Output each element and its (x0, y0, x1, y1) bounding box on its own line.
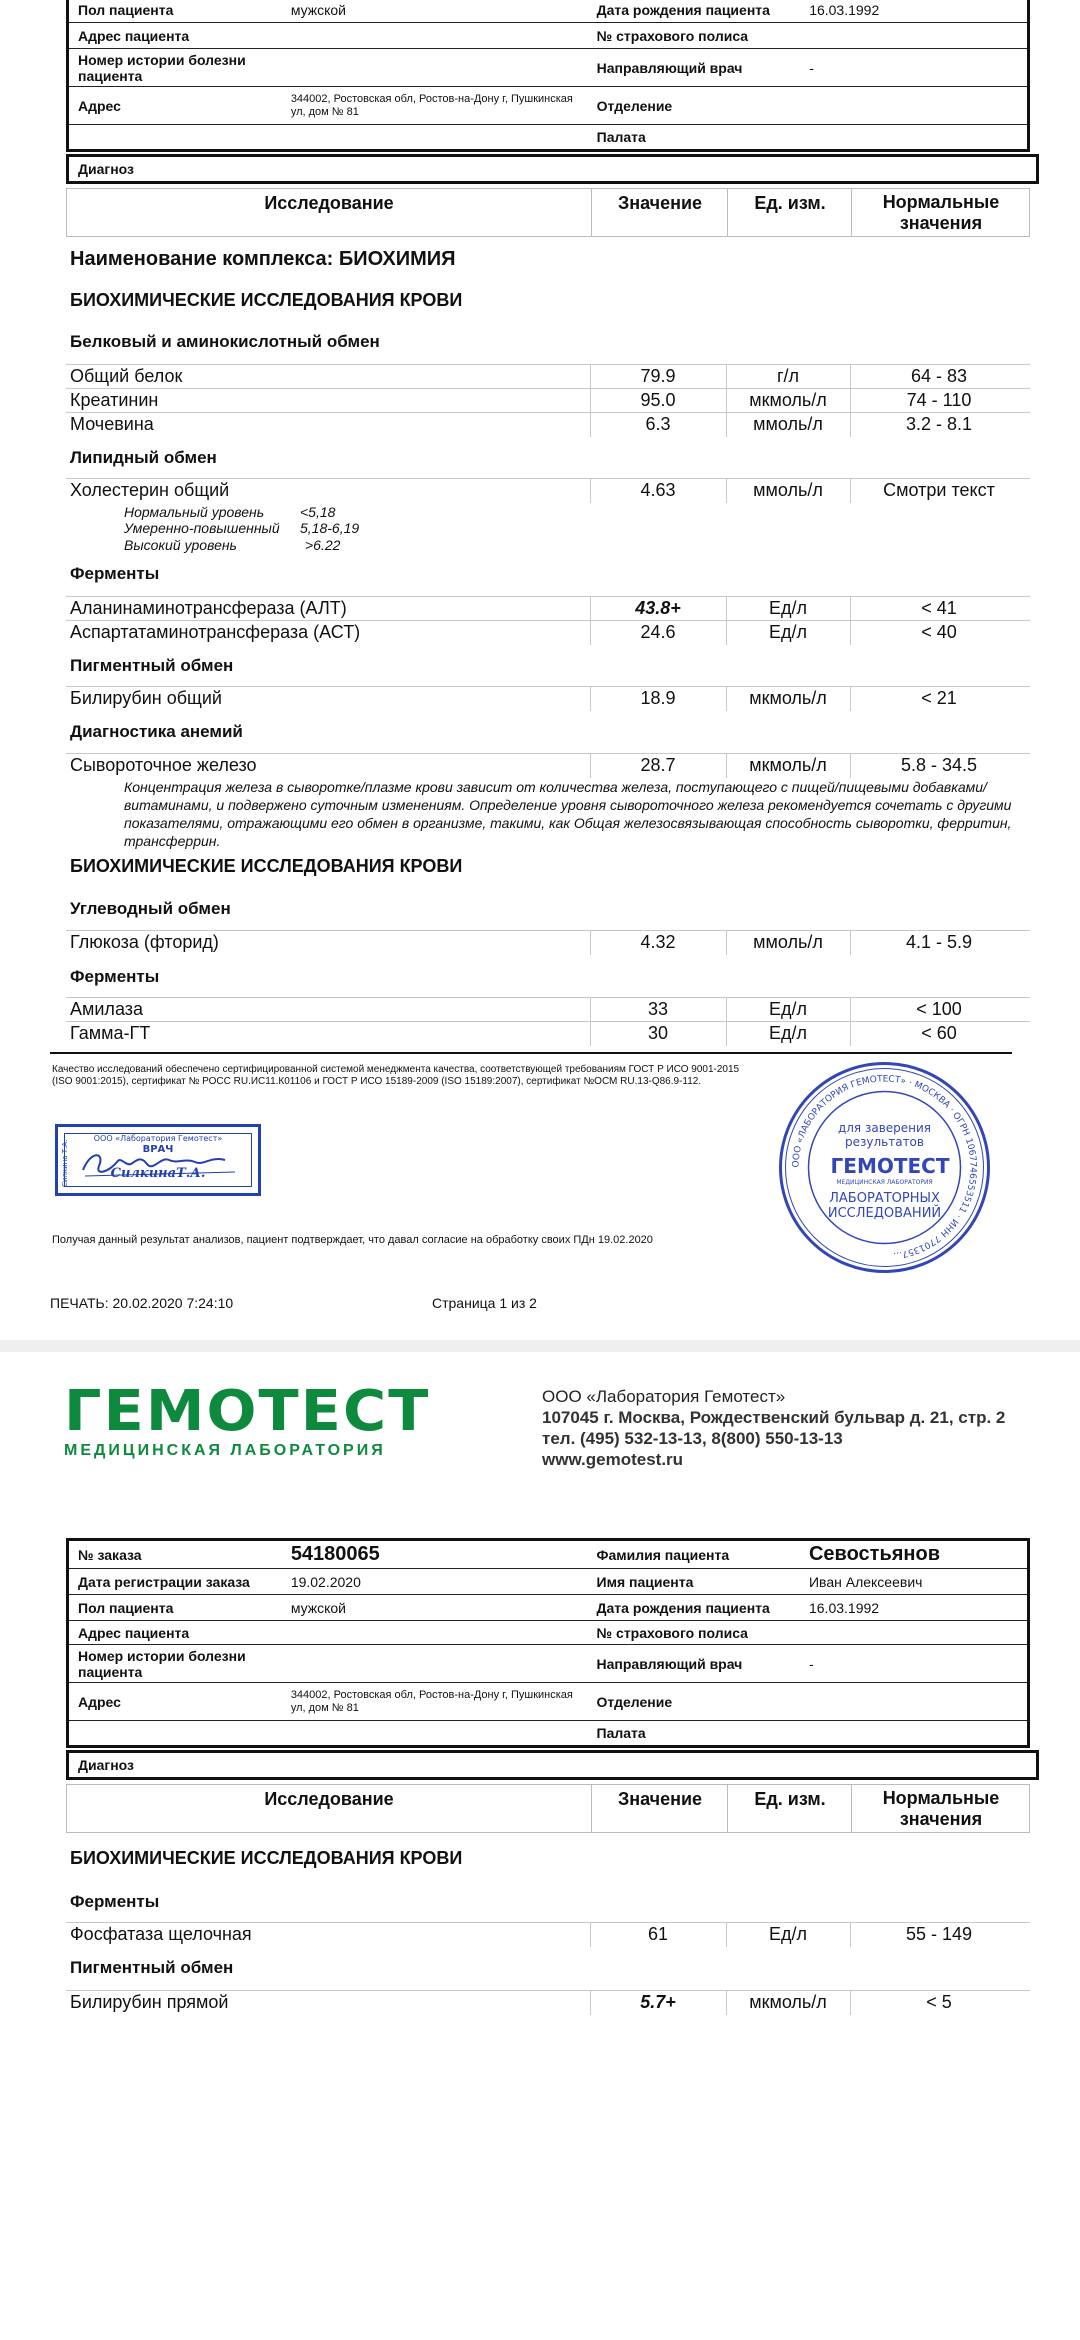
address-value: 344002, Ростовская обл, Ростов-на-Дону г, Пушкинская ул, дом № 81 (282, 87, 588, 125)
group-heading: Ферменты (70, 564, 160, 583)
page-separator (0, 1340, 1080, 1352)
surname-label: Фамилия пациента (588, 1540, 800, 1569)
result-norm: 64 - 83 (910, 366, 968, 386)
section-heading: БИОХИМИЧЕСКИЕ ИССЛЕДОВАНИЯ КРОВИ (70, 1848, 463, 1868)
address-label: Адрес (68, 1683, 282, 1721)
lab-contacts (542, 1386, 1005, 1470)
result-value: 79.9 (640, 366, 676, 386)
ward-label: Палата (588, 1721, 800, 1747)
result-row (66, 686, 1030, 711)
lab-address: 107045 г. Москва, Рождественский бульвар д. 21, стр. 2 (542, 1408, 1006, 1427)
order-label: № заказа (68, 1540, 282, 1569)
history-label: Номер истории болезни пациента (68, 1645, 282, 1683)
logo-sub: МЕДИЦИНСКАЯ ЛАБОРАТОРИЯ (64, 1442, 386, 1459)
result-value: 4.63 (640, 480, 676, 500)
surname-value: Севостьянов (800, 1540, 1029, 1569)
section-heading: БИОХИМИЧЕСКИЕ ИССЛЕДОВАНИЯ КРОВИ (70, 290, 463, 310)
result-name: Мочевина (70, 414, 154, 434)
result-row (66, 412, 1030, 437)
result-value: 28.7 (640, 755, 676, 775)
department-label: Отделение (588, 1683, 800, 1721)
ward-label: Палата (588, 125, 801, 151)
cholesterol-note-value: <5,18 (300, 504, 336, 520)
result-value-abnormal: 43.8+ (635, 598, 681, 618)
birth-value: 16.03.1992 (800, 0, 1028, 23)
result-unit: ммоль/л (753, 932, 823, 952)
result-unit: Ед/л (768, 1924, 807, 1944)
stamp-side: Силкина Т.А. (61, 1139, 69, 1187)
seal-brand-sub: МЕДИЦИНСКАЯ ЛАБОРАТОРИЯ (836, 1179, 933, 1186)
patient-info-table (66, 0, 1030, 152)
result-name: Билирубин общий (70, 688, 222, 708)
result-unit: Ед/л (768, 622, 807, 642)
result-name: Холестерин общий (70, 480, 230, 500)
birth-label: Дата рождения пациента (588, 1595, 800, 1621)
lab-phone: тел. (495) 532-13-13, 8(800) 550-13-13 (542, 1429, 843, 1448)
result-unit: г/л (776, 366, 800, 386)
result-name: Амилаза (70, 999, 144, 1019)
doctor-value: - (800, 49, 1028, 87)
result-norm: < 60 (921, 1023, 957, 1043)
stamp-name: СилкинаТ.А. (110, 1166, 206, 1181)
result-row (66, 388, 1030, 413)
diagnosis-box: Диагноз (66, 154, 1039, 184)
cholesterol-note-label: Высокий уровень (124, 537, 237, 553)
birth-label: Дата рождения пациента (588, 0, 801, 23)
seal-line2: результатов (845, 1135, 924, 1149)
stamp-role: ВРАЧ (142, 1144, 174, 1155)
header-study: Исследование (264, 193, 394, 213)
address-value: 344002, Ростовская обл, Ростов-на-Дону г, Пушкинская ул, дом № 81 (282, 1683, 588, 1721)
result-unit: мкмоль/л (749, 390, 827, 410)
result-name: Сывороточное железо (70, 755, 257, 775)
seal-brand: ГЕМОТЕСТ (830, 1154, 950, 1178)
result-norm: < 41 (921, 598, 957, 618)
gemotest-logo (64, 1379, 431, 1460)
patient-info-table (66, 1538, 1030, 1748)
doctor-label: Направляющий врач (588, 49, 801, 87)
policy-label: № страхового полиса (588, 1621, 800, 1645)
result-norm: 4.1 - 5.9 (905, 932, 973, 952)
result-norm: 55 - 149 (905, 1924, 973, 1944)
history-label: Номер истории болезни пациента (68, 49, 282, 87)
result-norm: < 5 (926, 1992, 952, 2012)
diagnosis-box: Диагноз (66, 1750, 1039, 1780)
results-table-header (66, 1784, 1030, 1833)
result-value: 61 (647, 1924, 669, 1944)
group-heading: Диагностика анемий (70, 722, 243, 741)
result-value: 33 (647, 999, 669, 1019)
header-value: Значение (591, 189, 728, 236)
result-name: Общий белок (70, 366, 183, 386)
result-value: 18.9 (640, 688, 676, 708)
result-norm: 3.2 - 8.1 (905, 414, 973, 434)
sex-value: мужской (282, 0, 588, 23)
result-value: 6.3 (645, 414, 671, 434)
result-norm: < 100 (916, 999, 962, 1019)
header-unit: Ед. изм. (727, 1785, 852, 1832)
result-name: Фосфатаза щелочная (70, 1924, 252, 1944)
patient-address-label: Адрес пациента (68, 23, 282, 49)
result-norm: < 40 (921, 622, 957, 642)
result-unit: мкмоль/л (749, 755, 827, 775)
address-label: Адрес (68, 87, 282, 125)
result-name: Глюкоза (фторид) (70, 932, 219, 952)
seal-line4: ИССЛЕДОВАНИЙ (827, 1206, 942, 1221)
quality-note: Качество исследований обеспечено сертифицированной системой менеджмента качества, соответствующей требованиям ГОСТ Р ИСО 9001-2015 (ISO 9001:2015), сертификат № РОСС RU.ИС11.К01106 и ГОСТ Р ИСО 15189-2009 (ISO 15189:2007), сертификат №ОСМ RU.13-Q86.9-112. (52, 1064, 740, 1087)
group-heading: Углеводный обмен (70, 899, 231, 918)
result-norm: Смотри текст (883, 480, 995, 500)
group-heading: Белковый и аминокислотный обмен (70, 332, 380, 351)
result-value: 95.0 (640, 390, 676, 410)
sex-label: Пол пациента (68, 0, 282, 23)
lab-name: ООО «Лаборатория Гемотест» (542, 1387, 786, 1406)
lab-site[interactable]: www.gemotest.ru (542, 1450, 684, 1469)
result-norm: 5.8 - 34.5 (900, 755, 978, 775)
print-datetime: ПЕЧАТЬ: 20.02.2020 7:24:10 (50, 1295, 234, 1311)
consent-text: Получая данный результат анализов, пациент подтверждает, что давал согласие на обработку своих ПДн 19.02.2020 (52, 1234, 653, 1246)
complex-title: Наименование комплекса: БИОХИМИЯ (70, 248, 456, 270)
department-label: Отделение (588, 87, 801, 125)
result-value: 4.32 (640, 932, 676, 952)
group-heading: Липидный обмен (70, 448, 217, 467)
result-value: 30 (647, 1023, 669, 1043)
patient-address-label: Адрес пациента (68, 1621, 282, 1645)
result-unit: Ед/л (768, 598, 807, 618)
result-unit: ммоль/л (753, 480, 823, 500)
group-heading: Пигментный обмен (70, 1958, 234, 1977)
result-row (66, 478, 1030, 503)
cholesterol-note-label: Умеренно-повышенный (124, 520, 280, 536)
result-name: Билирубин прямой (70, 1992, 229, 2012)
result-row (66, 1990, 1030, 2015)
reg-date-value: 19.02.2020 (282, 1569, 588, 1595)
result-row (66, 753, 1030, 778)
cholesterol-note-value: >6.22 (305, 537, 341, 553)
name-label: Имя пациента (588, 1569, 800, 1595)
group-heading: Пигментный обмен (70, 656, 234, 675)
seal-ring-text: ООО «ЛАБОРАТОРИЯ ГЕМОТЕСТ» · МОСКВА · ОГРН 1067746553511 · ИНН 7701357... (791, 1074, 978, 1261)
result-value-abnormal: 5.7+ (640, 1992, 676, 2012)
section-heading: БИОХИМИЧЕСКИЕ ИССЛЕДОВАНИЯ КРОВИ (70, 856, 463, 876)
header-unit: Ед. изм. (727, 189, 852, 236)
result-row (66, 596, 1030, 621)
header-study: Исследование (264, 1789, 394, 1809)
result-row (66, 1922, 1030, 1947)
result-unit: мкмоль/л (749, 688, 827, 708)
result-row (66, 930, 1030, 955)
result-name: Креатинин (70, 390, 159, 410)
page-number: Страница 1 из 2 (432, 1295, 537, 1311)
result-unit: мкмоль/л (749, 1992, 827, 2012)
cholesterol-note-value: 5,18-6,19 (300, 520, 360, 536)
iron-note: Концентрация железа в сыворотке/плазме крови зависит от количества железа, поступающего с пищей/пищевыми добавками/витаминами, и подвержено суточным изменениям. Определение уровня сывороточного железа рекомендуется сочетать с другими показателями, отражающими его обмен в организме, такими, как Общая железосвязывающая способность сыворотки, ферритин, трансферрин. (124, 779, 1012, 849)
sex-value: мужской (282, 1595, 588, 1621)
doctor-value: - (800, 1645, 1029, 1683)
doctor-label: Направляющий врач (588, 1645, 800, 1683)
order-number: 54180065 (282, 1540, 588, 1569)
cholesterol-note-label: Нормальный уровень (124, 504, 265, 520)
divider (50, 1052, 1012, 1054)
result-unit: ммоль/л (753, 414, 823, 434)
result-name: Аланинаминотрансфераза (АЛТ) (70, 598, 347, 618)
report-page-2 (0, 1352, 1080, 2340)
result-name: Аспартатаминотрансфераза (АСТ) (70, 622, 361, 642)
group-heading: Ферменты (70, 967, 160, 986)
group-heading: Ферменты (70, 1892, 160, 1911)
header-norm: Нормальные значения (851, 1785, 1030, 1832)
result-row (66, 997, 1030, 1022)
policy-label: № страхового полиса (588, 23, 801, 49)
result-row (66, 620, 1030, 645)
seal-line3: ЛАБОРАТОРНЫХ (829, 1191, 940, 1206)
result-row (66, 364, 1030, 389)
sex-label: Пол пациента (68, 1595, 282, 1621)
results-table-header (66, 188, 1030, 237)
result-value: 24.6 (640, 622, 676, 642)
result-unit: Ед/л (768, 1023, 807, 1043)
header-norm: Нормальные значения (851, 189, 1030, 236)
birth-value: 16.03.1992 (800, 1595, 1029, 1621)
laboratory-seal-icon (777, 1060, 992, 1275)
result-norm: 74 - 110 (906, 390, 972, 410)
stamp-org: ООО «Лаборатория Гемотест» (93, 1134, 223, 1143)
doctor-stamp (55, 1124, 261, 1196)
result-name: Гамма-ГТ (70, 1023, 151, 1043)
logo-main: ГЕМОТЕСТ (64, 1379, 431, 1444)
seal-line1: для заверения (837, 1121, 932, 1135)
result-norm: < 21 (921, 688, 957, 708)
name-value: Иван Алексеевич (800, 1569, 1029, 1595)
reg-date-label: Дата регистрации заказа (68, 1569, 282, 1595)
header-value: Значение (591, 1785, 728, 1832)
result-row (66, 1021, 1030, 1046)
result-unit: Ед/л (768, 999, 807, 1019)
